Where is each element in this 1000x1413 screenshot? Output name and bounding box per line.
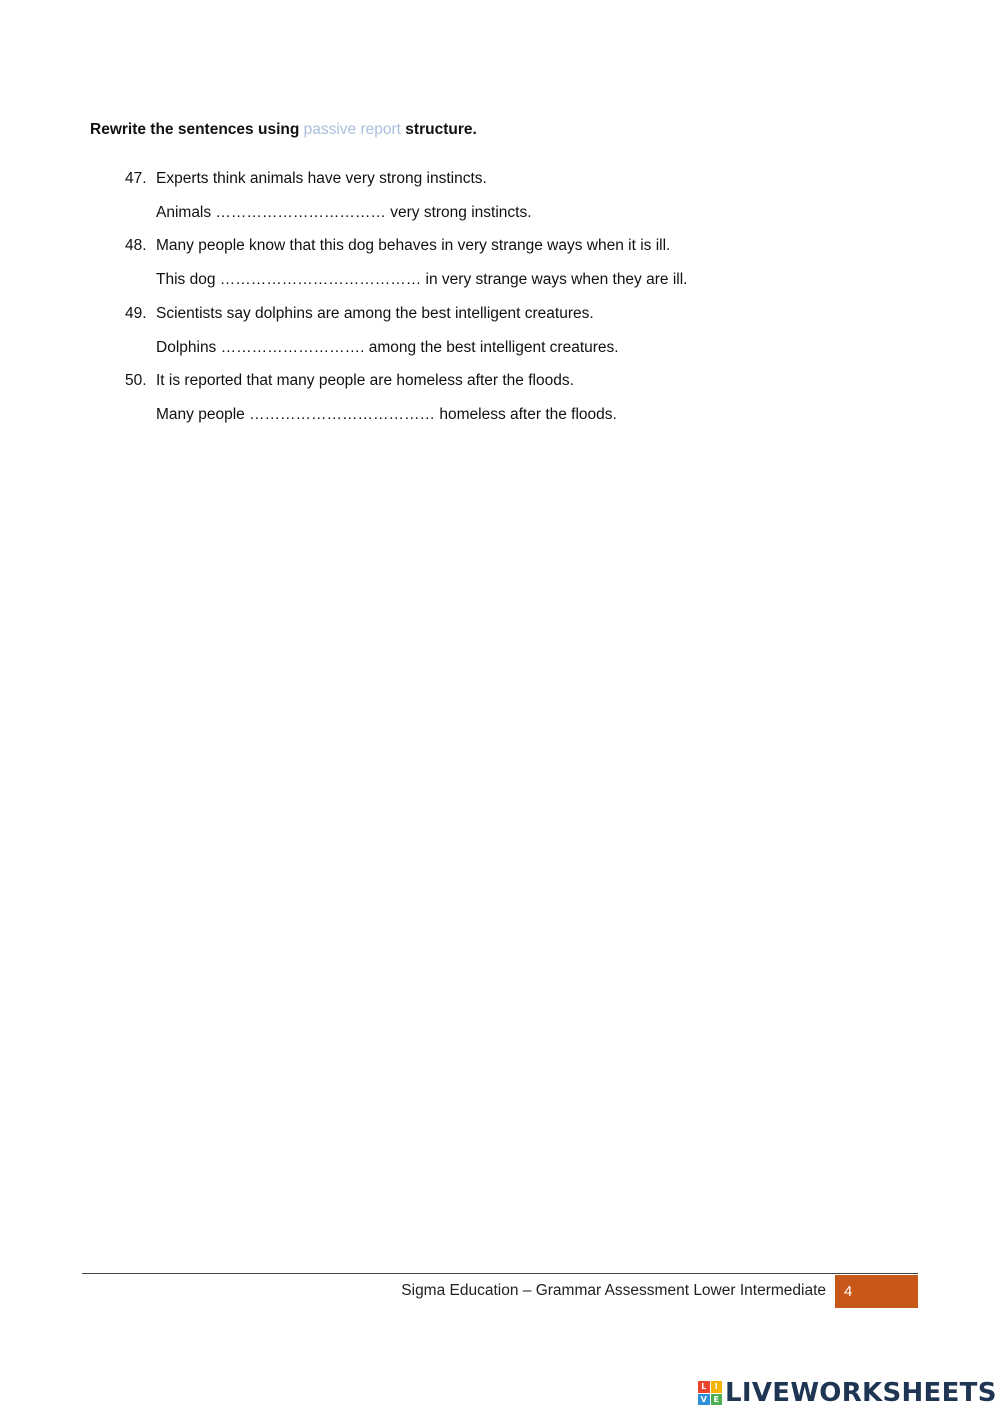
mark-letter: I — [711, 1381, 723, 1393]
question-number: 50. — [125, 372, 147, 389]
mark-letter: L — [698, 1381, 710, 1393]
page-number-badge — [835, 1275, 918, 1308]
instruction-highlight: passive report — [303, 121, 401, 138]
liveworksheets-mark-icon — [698, 1381, 722, 1405]
question-number: 47. — [125, 170, 147, 187]
mark-letter: E — [711, 1394, 723, 1406]
page-number: 4 — [844, 1283, 853, 1300]
rewrite-sentence: Many people ……………………………… homeless after the floods. — [156, 406, 617, 423]
mark-letter: V — [698, 1394, 710, 1406]
question-number: 49. — [125, 305, 147, 322]
question-sentence: Experts think animals have very strong instincts. — [156, 170, 487, 187]
instruction-suffix: structure. — [400, 121, 477, 138]
rewrite-sentence: Dolphins ………………………. among the best intelligent creatures. — [156, 339, 619, 356]
instruction-heading — [90, 121, 477, 139]
question-sentence: It is reported that many people are homeless after the floods. — [156, 372, 574, 389]
footer-text: Sigma Education – Grammar Assessment Lower Intermediate — [401, 1282, 826, 1299]
instruction-prefix: Rewrite the sentences using — [90, 121, 304, 138]
question-sentence: Scientists say dolphins are among the best intelligent creatures. — [156, 305, 594, 322]
question-sentence: Many people know that this dog behaves in very strange ways when it is ill. — [156, 237, 671, 254]
liveworksheets-logo-text: LIVEWORKSHEETS — [725, 1378, 997, 1408]
liveworksheets-logo[interactable] — [698, 1378, 997, 1408]
question-number: 48. — [125, 237, 147, 254]
rewrite-sentence: This dog ………………………………… in very strange ways when they are ill. — [156, 271, 688, 288]
footer-divider — [82, 1273, 918, 1274]
rewrite-sentence: Animals …………………………… very strong instincts. — [156, 204, 532, 221]
